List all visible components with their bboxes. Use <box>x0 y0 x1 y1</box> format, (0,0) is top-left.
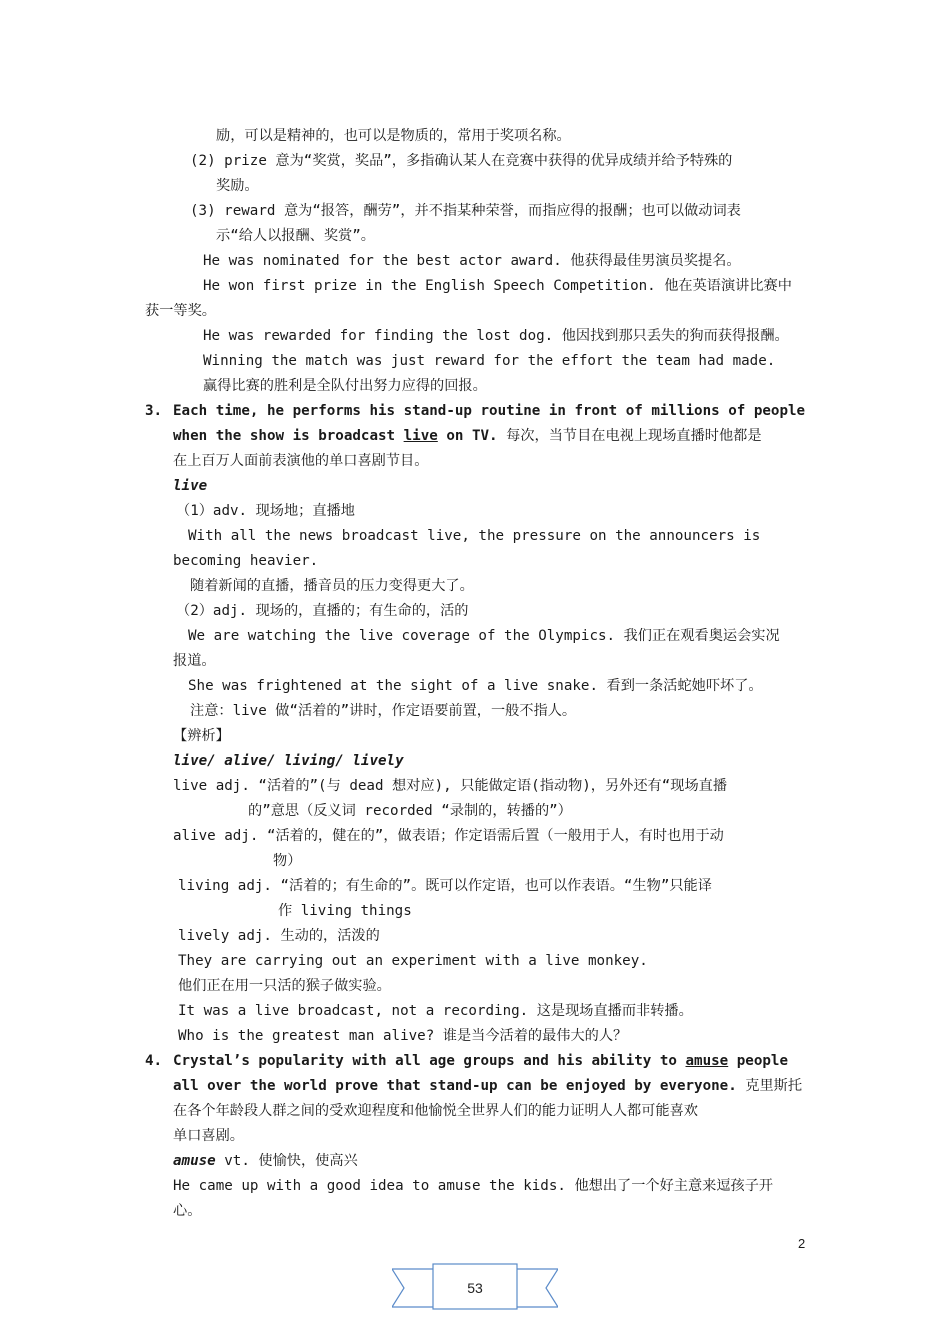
example-sentence: With all the news broadcast live, the pressure on the announcers is <box>188 528 761 544</box>
example-sentence: He was nominated for the best actor award. 他获得最佳男演员奖提名。 <box>203 253 741 269</box>
definition-line <box>173 1149 358 1174</box>
example-sentence: He came up with a good idea to amuse the kids. 他想出了一个好主意来逗孩子开 <box>173 1178 774 1194</box>
key-sentence-part: Crystal’s popularity with all age groups and his ability to <box>173 1053 686 1069</box>
example-sentence: She was frightened at the sight of a live snake. 看到一条活蛇她吓坏了。 <box>188 678 763 694</box>
definition-line: 的”意思（反义词 recorded “录制的，转播的”） <box>248 803 572 819</box>
page-badge <box>392 1262 558 1312</box>
translation-line: 他们正在用一只活的猴子做实验。 <box>178 978 391 994</box>
definition-line: lively adj. 生动的，活泼的 <box>178 928 380 944</box>
item-number-3: 3. <box>145 403 163 419</box>
keyword-live: live <box>403 428 438 444</box>
definition-line: 作 living things <box>278 903 412 919</box>
example-sentence: Winning the match was just reward for the effort the team had made. <box>203 353 776 369</box>
example-sentence: We are watching the live coverage of the Olympics. 我们正在观看奥运会实况 <box>188 628 780 644</box>
translation-line: 赢得比赛的胜利是全队付出努力应得的回报。 <box>203 378 487 394</box>
translation-line: 报道。 <box>173 653 216 669</box>
translation-line: 在各个年龄段人群之间的受欢迎程度和他愉悦全世界人们的能力证明人人都可能喜欢 <box>173 1103 698 1119</box>
key-sentence-part: people <box>728 1053 789 1069</box>
text-line: (3) reward 意为“报答，酬劳”，并不指某种荣誉，而指应得的报酬；也可以做动词表 <box>190 203 741 219</box>
keyword-heading: live/ alive/ living/ lively <box>173 753 404 769</box>
key-sentence-part: all over the world prove that stand-up can be enjoyed by everyone. <box>173 1078 737 1094</box>
key-sentence-line <box>173 1074 802 1099</box>
text-line: 示“给人以报酬、奖赏”。 <box>216 228 375 244</box>
definition-line: living adj. “活着的；有生命的”。既可以作定语，也可以作表语。“生物”只能译 <box>178 878 712 894</box>
definition-line: （2）adj. 现场的，直播的；有生命的，活的 <box>176 603 469 619</box>
key-sentence-line <box>173 1049 788 1074</box>
translation-line: 心。 <box>173 1203 202 1219</box>
translation-part: 克里斯托 <box>736 1078 803 1094</box>
definition-line: 物） <box>273 853 302 869</box>
text-line: 励，可以是精神的，也可以是物质的，常用于奖项名称。 <box>216 128 571 144</box>
example-sentence: It was a live broadcast, not a recording. 这是现场直播而非转播。 <box>178 1003 693 1019</box>
badge-number: 53 <box>467 1280 483 1296</box>
translation-part: 每次，当节目在电视上现场直播时他都是 <box>497 428 762 444</box>
keyword-heading: amuse <box>173 1153 216 1169</box>
definition-line: （1）adv. 现场地；直播地 <box>176 503 355 519</box>
translation-line: 在上百万人面前表演他的单口喜剧节目。 <box>173 453 429 469</box>
keyword-amuse: amuse <box>685 1053 729 1069</box>
key-sentence-part: on TV. <box>437 428 498 444</box>
key-sentence-part: when the show is broadcast <box>173 428 404 444</box>
translation-line: 单口喜剧。 <box>173 1128 244 1144</box>
page-number: 2 <box>798 1236 806 1251</box>
example-sentence: becoming heavier. <box>173 553 319 569</box>
item-number-4: 4. <box>145 1053 163 1069</box>
example-sentence: He won first prize in the English Speech Competition. 他在英语演讲比赛中 <box>203 278 792 294</box>
definition-line: live adj. “活着的”(与 dead 想对应), 只能做定语(指动物)，另外还有“现场直播 <box>173 778 728 794</box>
text-line: 奖励。 <box>216 178 259 194</box>
note-line: 注意：live 做“活着的”讲时，作定语要前置，一般不指人。 <box>190 703 577 719</box>
text-line: 获一等奖。 <box>145 303 216 319</box>
keyword-heading: live <box>173 478 208 494</box>
key-sentence-line <box>173 424 762 449</box>
key-sentence: Each time, he performs his stand-up routine in front of millions of people <box>173 403 806 419</box>
example-sentence: They are carrying out an experiment with a live monkey. <box>178 953 648 969</box>
translation-line: 随着新闻的直播，播音员的压力变得更大了。 <box>190 578 474 594</box>
definition-part: vt. 使愉快，使高兴 <box>215 1153 358 1169</box>
definition-line: alive adj. “活着的，健在的”，做表语；作定语需后置（一般用于人，有时也用于动 <box>173 828 724 844</box>
example-sentence: Who is the greatest man alive? 谁是当今活着的最伟大的人？ <box>178 1028 628 1044</box>
section-heading: 【辨析】 <box>173 728 230 744</box>
example-sentence: He was rewarded for finding the lost dog. 他因找到那只丢失的狗而获得报酬。 <box>203 328 789 344</box>
text-line: (2) prize 意为“奖赏，奖品”，多指确认某人在竞赛中获得的优异成绩并给予特殊的 <box>190 153 733 169</box>
